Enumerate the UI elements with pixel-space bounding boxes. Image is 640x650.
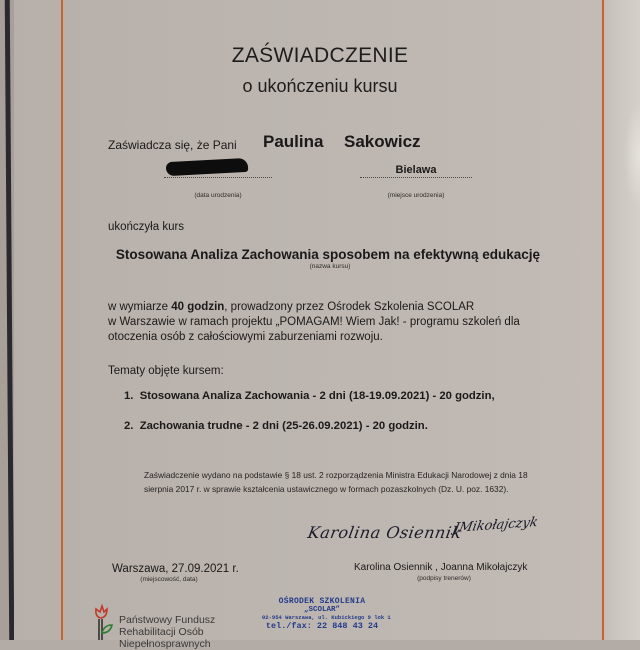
scolar-stamp <box>262 597 391 631</box>
desc-suffix: , prowadzony przez Ośrodek Szkolenia SCOLAR <box>224 301 475 313</box>
topic-number: 2. <box>124 420 134 432</box>
topic-item <box>124 390 495 402</box>
birth-date-label: (data urodzenia) <box>194 192 242 199</box>
stamp-line4: tel./fax: 22 848 43 24 <box>265 621 379 631</box>
signature-mikolajczyk: JMikołajczyk <box>452 514 540 537</box>
birth-date-line <box>164 177 272 178</box>
birth-place-line <box>360 177 472 178</box>
pfron-text <box>119 614 239 650</box>
topic-number: 1. <box>124 390 134 402</box>
last-name: Sakowicz <box>344 132 421 151</box>
legal-basis <box>144 469 528 496</box>
signature-osiennik: Karolina Osiennik <box>306 523 464 542</box>
desc-line3: otoczenia osób z całościowymi zaburzeniami rozwoju. <box>108 331 383 343</box>
completed-text: ukończyła kurs <box>108 221 185 233</box>
desc-line2: w Warszawie w ramach projektu „POMAGAM! Wiem Jak! - programu szkoleń dla <box>108 316 520 328</box>
stamp-line3: 02-954 Warszawa, ul. Kubickiego 9 lok 1 <box>262 614 391 621</box>
intro-text: Zaświadcza się, że Pani <box>108 138 237 152</box>
course-name-label: (nazwa kursu) <box>309 263 351 270</box>
first-name: Paulina <box>263 132 324 151</box>
desc-prefix: w wymiarze <box>108 301 172 313</box>
place-date-label: (miejscowość, data) <box>140 576 198 583</box>
light-glare <box>624 100 640 210</box>
birth-place-label: (miejsce urodzenia) <box>387 192 445 199</box>
pfron-line2: Rehabilitacji Osób <box>119 626 204 638</box>
legal-basis-line1: Zaświadczenie wydano na podstawie § 18 ust. 2 rozporządzenia Ministra Edukacji Narodowej z dnia 18 <box>144 470 528 480</box>
certificate-subtitle: o ukończeniu kursu <box>242 76 398 96</box>
hours-bold: 40 godzin <box>171 301 225 313</box>
topic-text: Stosowana Analiza Zachowania - 2 dni (18-19.09.2021) - 20 godzin, <box>139 390 495 402</box>
course-name: Stosowana Analiza Zachowania sposobem na efektywną edukację <box>115 247 541 262</box>
stamp-line1: OŚRODEK SZKOLENIA <box>278 597 366 606</box>
stamp-line2: „SCOLAR” <box>303 606 340 614</box>
topics-heading: Tematy objęte kursem: <box>108 365 224 377</box>
pfron-line1: Państwowy Fundusz <box>119 614 216 626</box>
birth-place: Bielawa <box>395 164 437 176</box>
topic-item <box>124 420 428 432</box>
trainers-label: (podpisy trenerów) <box>417 575 471 582</box>
pfron-tulip-icon <box>92 603 114 640</box>
course-description <box>108 300 520 345</box>
topic-text: Zachowania trudne - 2 dni (25-26.09.2021) - 20 godzin. <box>139 420 428 432</box>
pfron-line3: Niepełnosprawnych <box>119 638 211 650</box>
legal-basis-line2: sierpnia 2017 r. w sprawie kształcenia ustawicznego w formach pozaszkolnych (Dz. U. poz. 1632). <box>144 483 509 494</box>
place-date: Warszawa, 27.09.2021 r. <box>112 563 239 575</box>
certificate-title: ZAŚWIADCZENIE <box>231 44 409 67</box>
trainers-names: Karolina Osiennik , Joanna Mikołajczyk <box>354 562 528 573</box>
